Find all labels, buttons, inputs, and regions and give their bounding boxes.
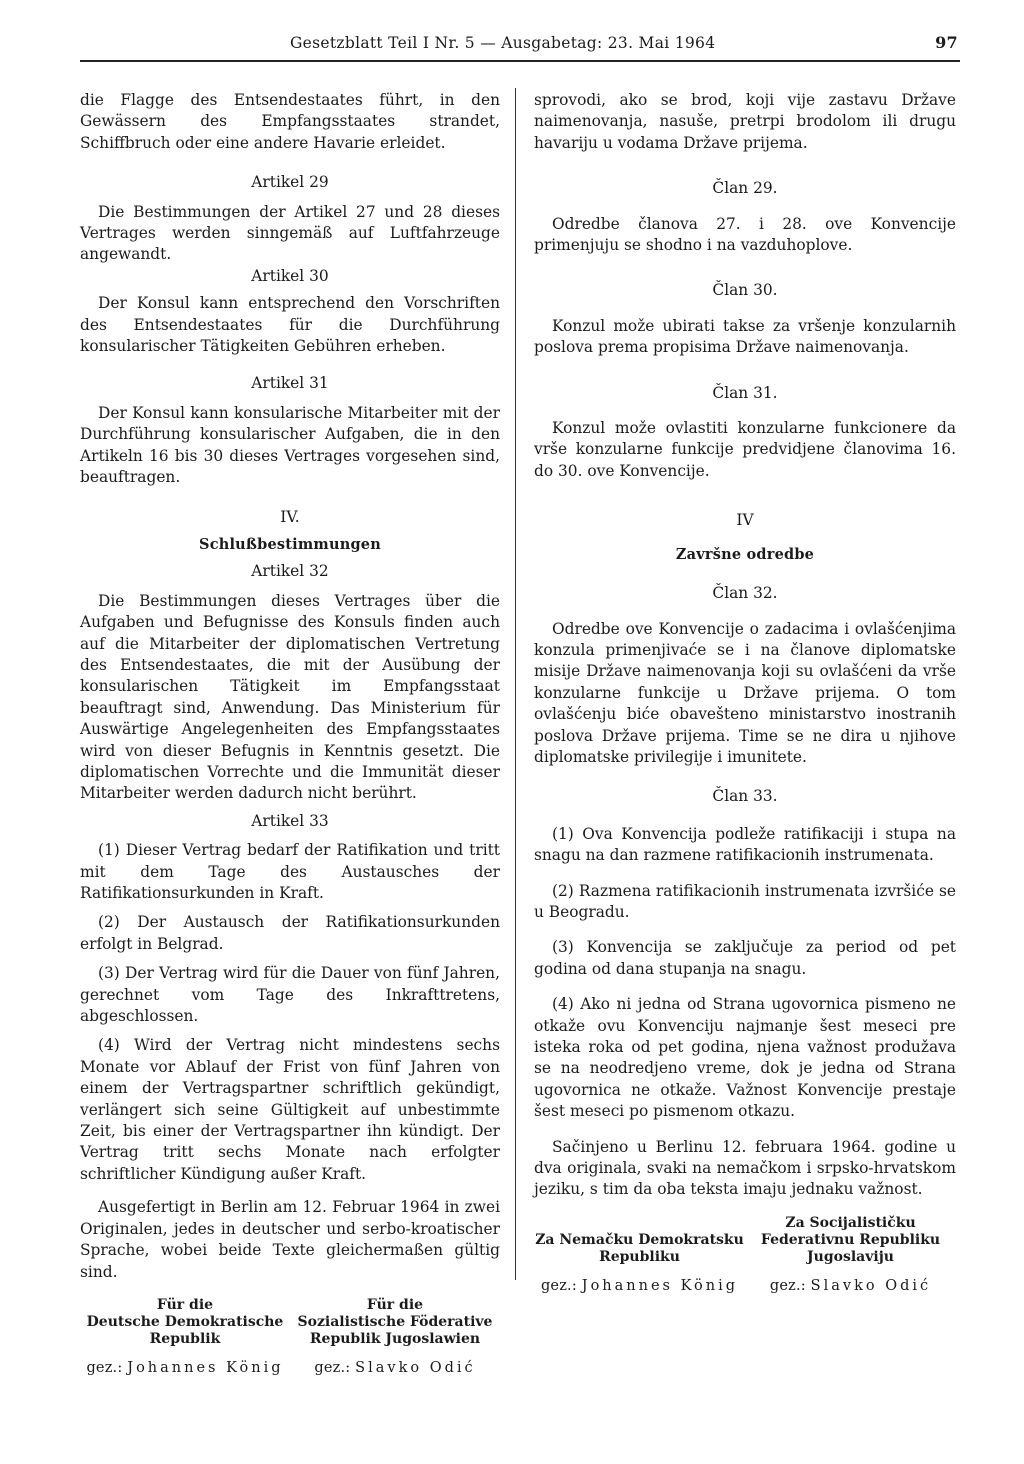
signatory [290, 1358, 500, 1379]
party-name: Za Socijalističku Federativnu Republiku Jugoslaviju [760, 1214, 941, 1265]
signatory-name: Slavko Odić [355, 1359, 476, 1376]
signature-yugoslavia [745, 1211, 956, 1297]
article-31-heading: Član 31. [712, 383, 778, 402]
serbo-croatian-column [534, 90, 956, 1297]
article-29-heading: Član 29. [712, 179, 778, 198]
article-33-para-2: (2) Razmena ratifikacionih instrumenata izvršiće se u Beogradu. [534, 881, 956, 921]
section-number: IV. [280, 507, 300, 526]
article-33-para-1: (1) Dieser Vertrag bedarf der Ratifikation und tritt mit dem Tage des Austausches der Ratifikationsurkunden in Kraft. [80, 841, 500, 902]
article-33-heading: Član 33. [712, 787, 778, 806]
article-32-heading: Artikel 32 [251, 562, 329, 581]
signatory [80, 1358, 290, 1379]
article-31-text: Der Konsul kann konsularische Mitarbeiter mit der Durchführung konsularischer Aufgaben, die in den Artikeln 16 bis 30 dieses Vertrages vorgesehen sind, beauftragen. [80, 403, 500, 487]
header-title: Gesetzblatt Teil I Nr. 5 — Ausgabetag: 23. Mai 1964 [290, 34, 716, 52]
signed-prefix: gez.: [314, 1359, 351, 1376]
page-number: 97 [935, 33, 958, 52]
article-30-heading: Član 30. [712, 281, 778, 300]
german-column [80, 90, 500, 1379]
signatory-name: Johannes König [127, 1359, 284, 1376]
signature-gdr [80, 1297, 290, 1379]
section-title: Schlußbestimmungen [199, 535, 381, 553]
article-29-text: Die Bestimmungen der Artikel 27 und 28 dieses Vertrages werden sinngemäß auf Luftfahrzeuge angewandt. [80, 202, 500, 264]
article-33-para-1: (1) Ova Konvencija podleže ratifikaciji i stupa na snagu na dan razmene ratifikacionih instrumenata. [534, 824, 956, 865]
page-header [80, 30, 960, 62]
closing-paragraph: Sačinjeno u Berlinu 12. februara 1964. godine u dva originala, svaki na nemačkom i srpsko-hrvatskom jeziku, s tim da oba teksta imaju jednaku važnost. [534, 1137, 956, 1199]
section-number: IV [736, 511, 754, 530]
article-31-text: Konzul može ovlastiti konzularne funkcionere da vrše konzularne funkcije predvidjene članovima 16. do 30. ove Konvencije. [534, 419, 956, 480]
signature-yugoslavia [290, 1297, 500, 1379]
article-30-heading: Artikel 30 [251, 266, 329, 285]
intro-paragraph: sprovodi, ako se brod, koji vije zastavu Države naimenovanja, nasuše, pretrpi brodolom ili drugu havariju u vodama Države prijema. [534, 91, 956, 152]
signed-prefix: gez.: [769, 1277, 806, 1294]
signature-block [80, 1297, 500, 1379]
article-32-heading: Član 32. [712, 584, 778, 603]
article-29-heading: Artikel 29 [251, 173, 329, 192]
article-31-heading: Artikel 31 [251, 374, 329, 393]
signature-block [534, 1211, 956, 1297]
article-33-para-4: (4) Wird der Vertrag nicht mindestens sechs Monate vor Ablauf der Frist von fünf Jahren von einem der Vertragspartner schriftlich gekündigt, verlängert sich seine Gültigkeit auf unbestimmte Zeit, bis einer der Vertragspartner ihn kündigt. Der Vertrag tritt sechs Monate nach erfolgter schriftlicher Kündigung außer Kraft. [80, 1036, 500, 1183]
party-name: Für die Sozialistische Föderative Republik Jugoslawien [297, 1296, 493, 1347]
article-30-text: Der Konsul kann entsprechend den Vorschriften des Entsendestaates für die Durchführung konsularischer Tätigkeiten Gebühren erheben. [80, 294, 500, 356]
article-32-text: Die Bestimmungen dieses Vertrages über die Aufgaben und Befugnisse des Konsuls finden auch auf die Mitarbeiter der diplomatischen Vertretung des Entsendestaates, die mit der Ausübung der konsularischen Tätigkeit im Empfangsstaat beauftragt sind, Anwendung. Das Ministerium für Auswärtige Angelegenheiten des Empfangsstaates wird von dieser Befugnis in Kenntnis gesetzt. Die diplomatischen Vorrechte und die Immunität dieser Mitarbeiter werden dadurch nicht berührt. [80, 591, 500, 803]
intro-paragraph: die Flagge des Entsendestaates führt, in den Gewässern des Empfangsstaates strandet, Schiffbruch oder eine andere Havarie erleidet. [80, 91, 500, 152]
article-33-para-2: (2) Der Austausch der Ratifikationsurkunden erfolgt in Belgrad. [80, 913, 500, 953]
party-name: Za Nemačku Demokratsku Republiku [535, 1231, 744, 1265]
signatory [534, 1276, 745, 1297]
closing-paragraph: Ausgefertigt in Berlin am 12. Februar 1964 in zwei Originalen, jedes in deutscher und serbo-kroatischer Sprache, wobei beide Texte gleichermaßen gültig sind. [80, 1198, 500, 1281]
signature-gdr [534, 1211, 745, 1297]
signatory-name: Johannes König [581, 1277, 739, 1294]
article-29-text: Odredbe članova 27. i 28. ove Konvencije primenjuju se shodno i na vazduhoplove. [534, 214, 956, 255]
article-33-heading: Artikel 33 [251, 811, 329, 830]
article-33-para-3: (3) Konvencija se zaključuje za period od pet godina od dana stupanja na snagu. [534, 938, 956, 978]
section-title: Završne odredbe [675, 545, 815, 563]
signed-prefix: gez.: [86, 1359, 123, 1376]
article-33-para-4: (4) Ako ni jedna od Strana ugovornica pismeno ne otkaže ovu Konvenciju najmanje šest meseci pre isteka roka od pet godina, njena važnost produžava se na neodredjeno vreme, dok je jedna od Strana ugovornica ne otkaže. Važnost Konvencije prestaje šest meseci po pismenom otkazu. [534, 995, 956, 1121]
signed-prefix: gez.: [540, 1277, 577, 1294]
column-divider [515, 88, 516, 1280]
party-name: Für die Deutsche Demokratische Republik [86, 1296, 284, 1347]
article-32-text: Odredbe ove Konvencije o zadacima i ovlašćenjima konzula primenjivaće se i na članove diplomatske misije Države naimenovanja koji su ovlašćeni da vrše konzularne funkcije u Države prijema. O tom ovlašćenju biće obavešteno ministarstvo inostranih poslova Države prijema. Time se ne dira u njihove diplomatske privilegije i imunitete. [534, 619, 956, 766]
article-30-text: Konzul može ubirati takse za vršenje konzularnih poslova prema propisima Države naimenovanja. [534, 316, 956, 357]
signatory-name: Slavko Odić [810, 1277, 932, 1294]
signatory [745, 1276, 956, 1297]
article-33-para-3: (3) Der Vertrag wird für die Dauer von fünf Jahren, gerechnet vom Tage des Inkrafttretens, abgeschlossen. [80, 964, 500, 1026]
